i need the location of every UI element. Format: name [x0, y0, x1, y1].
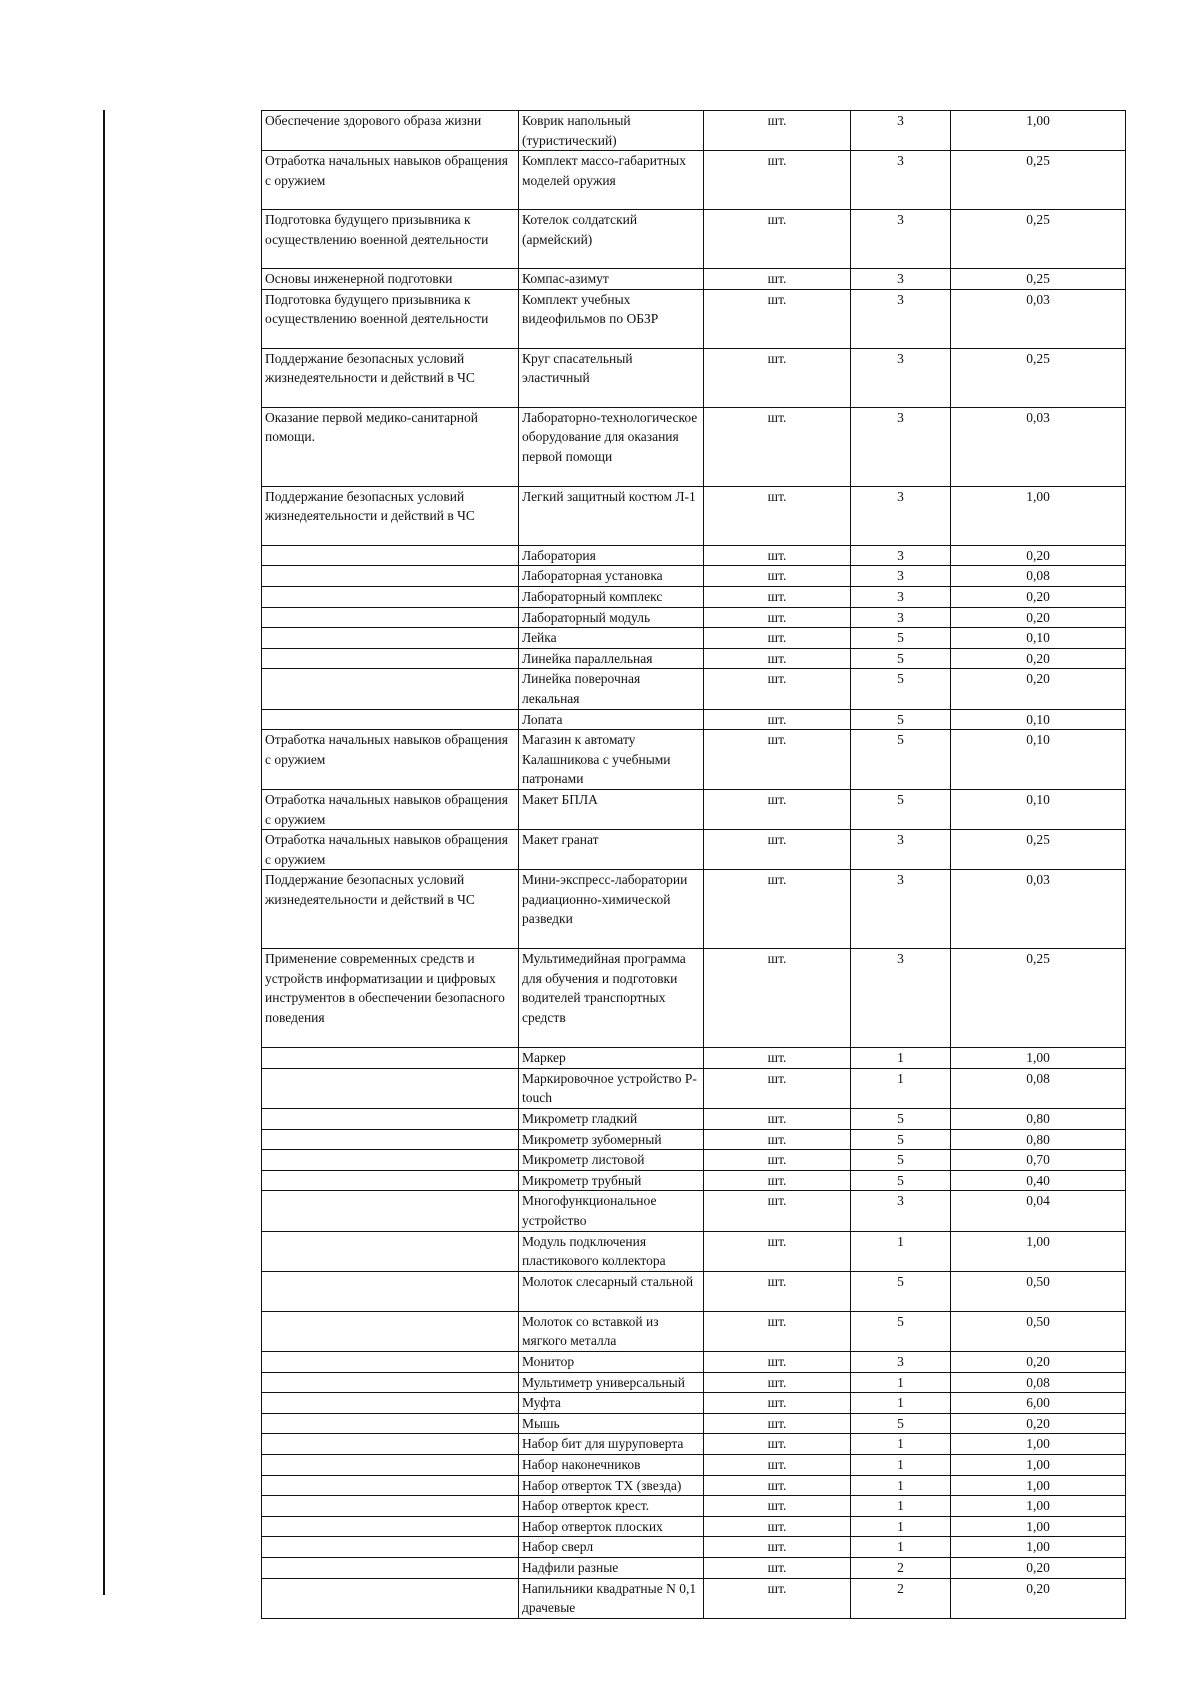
purpose-cell	[262, 1393, 519, 1414]
coefficient-cell: 6,00	[951, 1393, 1126, 1414]
unit-cell: шт.	[704, 545, 851, 566]
table-row	[262, 870, 1126, 949]
coefficient-cell: 0,20	[951, 1352, 1126, 1373]
table-row	[262, 789, 1126, 829]
table-row	[262, 628, 1126, 649]
unit-cell: шт.	[704, 586, 851, 607]
unit-cell: шт.	[704, 1578, 851, 1618]
table-row	[262, 1352, 1126, 1373]
item-name-cell: Мультиметр универсальный	[519, 1372, 704, 1393]
item-name-cell: Мышь	[519, 1413, 704, 1434]
unit-cell: шт.	[704, 111, 851, 151]
unit-cell: шт.	[704, 1048, 851, 1069]
purpose-cell	[262, 586, 519, 607]
unit-cell: шт.	[704, 830, 851, 870]
purpose-cell	[262, 669, 519, 709]
item-name-cell: Напильники квадратные N 0,1 драчевые	[519, 1578, 704, 1618]
unit-cell: шт.	[704, 407, 851, 486]
coefficient-cell: 0,25	[951, 151, 1126, 210]
coefficient-cell: 0,50	[951, 1271, 1126, 1311]
quantity-cell: 5	[851, 1150, 951, 1171]
purpose-cell: Основы инженерной подготовки	[262, 269, 519, 290]
unit-cell: шт.	[704, 1557, 851, 1578]
quantity-cell: 3	[851, 407, 951, 486]
unit-cell: шт.	[704, 1352, 851, 1373]
purpose-cell	[262, 1150, 519, 1171]
purpose-cell	[262, 566, 519, 587]
table-row	[262, 1231, 1126, 1271]
item-name-cell: Линейка параллельная	[519, 648, 704, 669]
item-name-cell: Муфта	[519, 1393, 704, 1414]
quantity-cell: 3	[851, 151, 951, 210]
purpose-cell	[262, 1434, 519, 1455]
purpose-cell	[262, 1578, 519, 1618]
table-row	[262, 1454, 1126, 1475]
item-name-cell: Лейка	[519, 628, 704, 649]
purpose-cell: Отработка начальных навыков обращения с оружием	[262, 730, 519, 790]
unit-cell: шт.	[704, 607, 851, 628]
item-name-cell: Компас-азимут	[519, 269, 704, 290]
purpose-cell	[262, 1311, 519, 1351]
purpose-cell	[262, 1191, 519, 1231]
quantity-cell: 3	[851, 348, 951, 407]
purpose-cell	[262, 1109, 519, 1130]
item-name-cell: Набор бит для шуруповерта	[519, 1434, 704, 1455]
item-name-cell: Лабораторно-технологическое оборудование для оказания первой помощи	[519, 407, 704, 486]
unit-cell: шт.	[704, 1434, 851, 1455]
item-name-cell: Макет гранат	[519, 830, 704, 870]
quantity-cell: 5	[851, 648, 951, 669]
unit-cell: шт.	[704, 1475, 851, 1496]
unit-cell: шт.	[704, 566, 851, 587]
unit-cell: шт.	[704, 1150, 851, 1171]
quantity-cell: 1	[851, 1516, 951, 1537]
coefficient-cell: 1,00	[951, 111, 1126, 151]
purpose-cell	[262, 1068, 519, 1108]
table-row	[262, 730, 1126, 790]
table-row	[262, 648, 1126, 669]
unit-cell: шт.	[704, 1537, 851, 1558]
coefficient-cell: 0,20	[951, 1413, 1126, 1434]
quantity-cell: 1	[851, 1434, 951, 1455]
item-name-cell: Комплект учебных видеофильмов по ОБЗР	[519, 289, 704, 348]
item-name-cell: Лабораторная установка	[519, 566, 704, 587]
unit-cell: шт.	[704, 348, 851, 407]
quantity-cell: 3	[851, 870, 951, 949]
quantity-cell: 5	[851, 1129, 951, 1150]
purpose-cell	[262, 648, 519, 669]
purpose-cell: Отработка начальных навыков обращения с оружием	[262, 830, 519, 870]
coefficient-cell: 0,25	[951, 348, 1126, 407]
unit-cell: шт.	[704, 1454, 851, 1475]
table-row	[262, 1537, 1126, 1558]
quantity-cell: 5	[851, 1311, 951, 1351]
table-row	[262, 1434, 1126, 1455]
equipment-table-body	[262, 111, 1126, 1619]
unit-cell: шт.	[704, 289, 851, 348]
coefficient-cell: 0,20	[951, 586, 1126, 607]
item-name-cell: Лабораторный модуль	[519, 607, 704, 628]
purpose-cell	[262, 1413, 519, 1434]
item-name-cell: Модуль подключения пластикового коллектора	[519, 1231, 704, 1271]
purpose-cell	[262, 1231, 519, 1271]
coefficient-cell: 1,00	[951, 1231, 1126, 1271]
coefficient-cell: 0,03	[951, 870, 1126, 949]
item-name-cell: Коврик напольный (туристический)	[519, 111, 704, 151]
table-row	[262, 607, 1126, 628]
item-name-cell: Микрометр трубный	[519, 1170, 704, 1191]
table-row	[262, 1311, 1126, 1351]
table-row	[262, 566, 1126, 587]
unit-cell: шт.	[704, 669, 851, 709]
purpose-cell: Поддержание безопасных условий жизнедеятельности и действий в ЧС	[262, 870, 519, 949]
item-name-cell: Микрометр гладкий	[519, 1109, 704, 1130]
coefficient-cell: 0,25	[951, 210, 1126, 269]
purpose-cell: Обеспечение здорового образа жизни	[262, 111, 519, 151]
purpose-cell: Применение современных средств и устройств информатизации и цифровых инструментов в обеспечении безопасного поведения	[262, 949, 519, 1048]
table-row	[262, 1191, 1126, 1231]
table-row	[262, 1557, 1126, 1578]
table-row	[262, 269, 1126, 290]
quantity-cell: 3	[851, 111, 951, 151]
item-name-cell: Магазин к автомату Калашникова с учебными патронами	[519, 730, 704, 790]
quantity-cell: 1	[851, 1454, 951, 1475]
table-row	[262, 830, 1126, 870]
table-row	[262, 1170, 1126, 1191]
item-name-cell: Лопата	[519, 709, 704, 730]
table-row	[262, 1129, 1126, 1150]
quantity-cell: 3	[851, 269, 951, 290]
quantity-cell: 5	[851, 1170, 951, 1191]
quantity-cell: 5	[851, 1413, 951, 1434]
purpose-cell	[262, 628, 519, 649]
item-name-cell: Надфили разные	[519, 1557, 704, 1578]
item-name-cell: Микрометр зубомерный	[519, 1129, 704, 1150]
item-name-cell: Набор сверл	[519, 1537, 704, 1558]
item-name-cell: Макет БПЛА	[519, 789, 704, 829]
purpose-cell	[262, 1557, 519, 1578]
coefficient-cell: 1,00	[951, 1434, 1126, 1455]
purpose-cell	[262, 1352, 519, 1373]
coefficient-cell: 1,00	[951, 1516, 1126, 1537]
unit-cell: шт.	[704, 1311, 851, 1351]
table-row	[262, 1578, 1126, 1618]
unit-cell: шт.	[704, 648, 851, 669]
quantity-cell: 3	[851, 545, 951, 566]
item-name-cell: Маркировочное устройство P-touch	[519, 1068, 704, 1108]
item-name-cell: Маркер	[519, 1048, 704, 1069]
coefficient-cell: 0,03	[951, 289, 1126, 348]
coefficient-cell: 0,40	[951, 1170, 1126, 1191]
item-name-cell: Комплект массо-габаритных моделей оружия	[519, 151, 704, 210]
quantity-cell: 5	[851, 730, 951, 790]
quantity-cell: 3	[851, 566, 951, 587]
quantity-cell: 5	[851, 1271, 951, 1311]
purpose-cell	[262, 1475, 519, 1496]
table-row	[262, 949, 1126, 1048]
purpose-cell	[262, 545, 519, 566]
unit-cell: шт.	[704, 628, 851, 649]
item-name-cell: Линейка поверочная лекальная	[519, 669, 704, 709]
table-row	[262, 151, 1126, 210]
table-row	[262, 545, 1126, 566]
unit-cell: шт.	[704, 1109, 851, 1130]
table-row	[262, 1109, 1126, 1130]
purpose-cell: Отработка начальных навыков обращения с оружием	[262, 789, 519, 829]
item-name-cell: Многофункциональное устройство	[519, 1191, 704, 1231]
purpose-cell: Поддержание безопасных условий жизнедеятельности и действий в ЧС	[262, 486, 519, 545]
coefficient-cell: 0,08	[951, 1068, 1126, 1108]
quantity-cell: 3	[851, 289, 951, 348]
coefficient-cell: 1,00	[951, 1496, 1126, 1517]
quantity-cell: 3	[851, 830, 951, 870]
item-name-cell: Микрометр листовой	[519, 1150, 704, 1171]
coefficient-cell: 0,10	[951, 789, 1126, 829]
table-row	[262, 111, 1126, 151]
quantity-cell: 3	[851, 586, 951, 607]
coefficient-cell: 1,00	[951, 1475, 1126, 1496]
coefficient-cell: 1,00	[951, 1537, 1126, 1558]
table-row	[262, 486, 1126, 545]
coefficient-cell: 0,20	[951, 607, 1126, 628]
quantity-cell: 2	[851, 1557, 951, 1578]
table-row	[262, 407, 1126, 486]
unit-cell: шт.	[704, 1516, 851, 1537]
quantity-cell: 3	[851, 210, 951, 269]
purpose-cell	[262, 1048, 519, 1069]
item-name-cell: Набор отверток плоских	[519, 1516, 704, 1537]
unit-cell: шт.	[704, 151, 851, 210]
quantity-cell: 1	[851, 1393, 951, 1414]
unit-cell: шт.	[704, 1413, 851, 1434]
quantity-cell: 1	[851, 1537, 951, 1558]
coefficient-cell: 0,50	[951, 1311, 1126, 1351]
purpose-cell	[262, 607, 519, 628]
unit-cell: шт.	[704, 486, 851, 545]
equipment-table	[261, 110, 1126, 1619]
coefficient-cell: 0,08	[951, 566, 1126, 587]
table-row	[262, 210, 1126, 269]
coefficient-cell: 0,70	[951, 1150, 1126, 1171]
quantity-cell: 1	[851, 1231, 951, 1271]
quantity-cell: 3	[851, 1352, 951, 1373]
coefficient-cell: 0,08	[951, 1372, 1126, 1393]
quantity-cell: 5	[851, 709, 951, 730]
coefficient-cell: 1,00	[951, 1454, 1126, 1475]
unit-cell: шт.	[704, 949, 851, 1048]
coefficient-cell: 0,10	[951, 730, 1126, 790]
item-name-cell: Монитор	[519, 1352, 704, 1373]
unit-cell: шт.	[704, 870, 851, 949]
table-row	[262, 1048, 1126, 1069]
item-name-cell: Набор отверток ТХ (звезда)	[519, 1475, 704, 1496]
item-name-cell: Котелок солдатский (армейский)	[519, 210, 704, 269]
purpose-cell	[262, 1129, 519, 1150]
unit-cell: шт.	[704, 1170, 851, 1191]
table-row	[262, 669, 1126, 709]
unit-cell: шт.	[704, 1191, 851, 1231]
purpose-cell	[262, 1170, 519, 1191]
quantity-cell: 1	[851, 1496, 951, 1517]
coefficient-cell: 1,00	[951, 486, 1126, 545]
quantity-cell: 1	[851, 1372, 951, 1393]
purpose-cell	[262, 1516, 519, 1537]
table-row	[262, 1475, 1126, 1496]
purpose-cell: Отработка начальных навыков обращения с оружием	[262, 151, 519, 210]
unit-cell: шт.	[704, 210, 851, 269]
quantity-cell: 5	[851, 789, 951, 829]
coefficient-cell: 0,20	[951, 1578, 1126, 1618]
unit-cell: шт.	[704, 1231, 851, 1271]
coefficient-cell: 0,20	[951, 1557, 1126, 1578]
table-row	[262, 1393, 1126, 1414]
item-name-cell: Молоток слесарный стальной	[519, 1271, 704, 1311]
item-name-cell: Молоток со вставкой из мягкого металла	[519, 1311, 704, 1351]
quantity-cell: 1	[851, 1475, 951, 1496]
item-name-cell: Набор наконечников	[519, 1454, 704, 1475]
coefficient-cell: 0,04	[951, 1191, 1126, 1231]
table-row	[262, 1496, 1126, 1517]
purpose-cell	[262, 1454, 519, 1475]
coefficient-cell: 0,10	[951, 709, 1126, 730]
quantity-cell: 3	[851, 486, 951, 545]
item-name-cell: Мультимедийная программа для обучения и подготовки водителей транспортных средств	[519, 949, 704, 1048]
item-name-cell: Легкий защитный костюм Л-1	[519, 486, 704, 545]
purpose-cell: Поддержание безопасных условий жизнедеятельности и действий в ЧС	[262, 348, 519, 407]
table-row	[262, 1372, 1126, 1393]
quantity-cell: 3	[851, 949, 951, 1048]
coefficient-cell: 0,20	[951, 648, 1126, 669]
item-name-cell: Набор отверток крест.	[519, 1496, 704, 1517]
unit-cell: шт.	[704, 789, 851, 829]
purpose-cell	[262, 709, 519, 730]
coefficient-cell: 0,20	[951, 669, 1126, 709]
table-row	[262, 586, 1126, 607]
unit-cell: шт.	[704, 1372, 851, 1393]
unit-cell: шт.	[704, 1129, 851, 1150]
unit-cell: шт.	[704, 1393, 851, 1414]
coefficient-cell: 0,25	[951, 949, 1126, 1048]
quantity-cell: 1	[851, 1068, 951, 1108]
purpose-cell	[262, 1537, 519, 1558]
coefficient-cell: 1,00	[951, 1048, 1126, 1069]
purpose-cell: Подготовка будущего призывника к осуществлению военной деятельности	[262, 289, 519, 348]
unit-cell: шт.	[704, 1068, 851, 1108]
unit-cell: шт.	[704, 709, 851, 730]
quantity-cell: 5	[851, 1109, 951, 1130]
unit-cell: шт.	[704, 1496, 851, 1517]
purpose-cell: Оказание первой медико-санитарной помощи.	[262, 407, 519, 486]
table-row	[262, 1516, 1126, 1537]
unit-cell: шт.	[704, 1271, 851, 1311]
purpose-cell: Подготовка будущего призывника к осуществлению военной деятельности	[262, 210, 519, 269]
unit-cell: шт.	[704, 269, 851, 290]
quantity-cell: 2	[851, 1578, 951, 1618]
quantity-cell: 3	[851, 1191, 951, 1231]
coefficient-cell: 0,20	[951, 545, 1126, 566]
table-row	[262, 348, 1126, 407]
table-row	[262, 289, 1126, 348]
table-row	[262, 709, 1126, 730]
purpose-cell	[262, 1496, 519, 1517]
coefficient-cell: 0,80	[951, 1129, 1126, 1150]
quantity-cell: 1	[851, 1048, 951, 1069]
table-row	[262, 1068, 1126, 1108]
unit-cell: шт.	[704, 730, 851, 790]
table-row	[262, 1413, 1126, 1434]
coefficient-cell: 0,10	[951, 628, 1126, 649]
item-name-cell: Мини-экспресс-лаборатории радиационно-химической разведки	[519, 870, 704, 949]
purpose-cell	[262, 1271, 519, 1311]
left-margin-line	[103, 110, 105, 1595]
quantity-cell: 5	[851, 628, 951, 649]
coefficient-cell: 0,25	[951, 269, 1126, 290]
coefficient-cell: 0,25	[951, 830, 1126, 870]
coefficient-cell: 0,03	[951, 407, 1126, 486]
item-name-cell: Круг спасательный эластичный	[519, 348, 704, 407]
table-row	[262, 1150, 1126, 1171]
item-name-cell: Лаборатория	[519, 545, 704, 566]
purpose-cell	[262, 1372, 519, 1393]
quantity-cell: 3	[851, 607, 951, 628]
coefficient-cell: 0,80	[951, 1109, 1126, 1130]
table-row	[262, 1271, 1126, 1311]
item-name-cell: Лабораторный комплекс	[519, 586, 704, 607]
quantity-cell: 5	[851, 669, 951, 709]
